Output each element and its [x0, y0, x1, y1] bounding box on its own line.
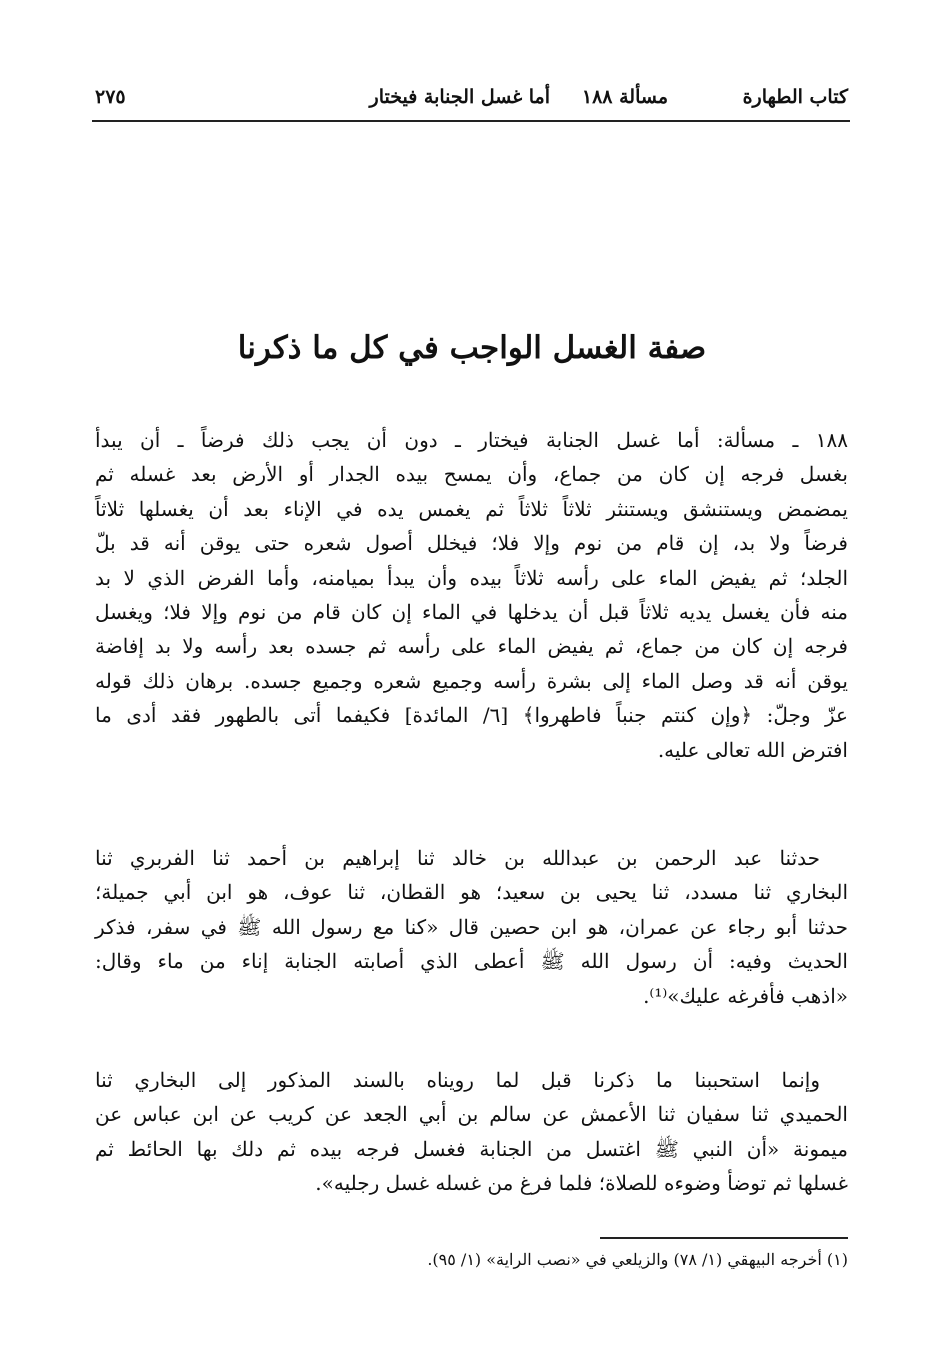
text-line: الحميدي ثنا سفيان ثنا الأعمش عن سالم بن أبي الجعد عن كريب عن ابن عباس عن — [95, 1102, 848, 1127]
header-book: كتاب الطهارة — [742, 86, 848, 108]
text-line: البخاري ثنا مسدد، ثنا يحيى بن سعيد؛ هو القطان، ثنا عوف، هو ابن أبي جميلة؛ — [95, 880, 848, 905]
header-topic: أما غسل الجنابة فيختار — [369, 86, 550, 108]
header-issue: مسألة ١٨٨ — [581, 86, 668, 108]
text-line: يوقن أنه قد وصل الماء إلى بشرة رأسه وجميع شعره وجميع جسده. برهان ذلك قوله — [95, 668, 848, 693]
text-line: فرجه إن كان من جماع، ثم يفيض الماء على رأسه ثم جسده بعد رأسه ولا بد إفاضة — [95, 634, 848, 659]
text-line: «اذهب فأفرغه عليك»⁽¹⁾. — [643, 983, 848, 1008]
text-line: الجلد؛ ثم يفيض الماء على رأسه ثلاثاً بيده وأن يبدأ بميامنه، وأما الفرض الذي لا بد — [95, 565, 848, 590]
footnote: (١) أخرجه البيهقي (١/ ٧٨) والزيلعي في «نصب الراية» (١/ ٩٥). — [427, 1250, 848, 1269]
running-header — [95, 86, 848, 116]
text-line: عزّ وجلّ: ﴿وإن كنتم جنباً فاطهروا﴾ [٦/ المائدة] فكيفما أتى بالطهور فقد أدى ما — [95, 703, 848, 728]
header-rule — [92, 120, 850, 122]
section-title: صفة الغسل الواجب في كل ما ذكرنا — [237, 330, 707, 366]
text-line: فرضاً ولا بد، إن قام من نوم وإلا فلا؛ فيخلل أصول شعره حتى يوقن أنه قد بلّ — [95, 531, 848, 556]
text-line: بغسل فرجه إن كان من جماع، وأن يمسح بيده الجدار أو الأرض بعد غسله ثم — [95, 462, 848, 487]
text-line: وإنما استحببنا ما ذكرنا قبل لما رويناه بالسند المذكور إلى البخاري ثنا — [95, 1068, 820, 1092]
footnote-rule — [600, 1237, 848, 1239]
text-line: حدثنا عبد الرحمن بن عبدالله بن خالد ثنا إبراهيم بن أحمد ثنا الفربري ثنا — [95, 846, 820, 870]
text-line: ميمونة «أن النبي ﷺ اغتسل من الجنابة فغسل فرجه بيده ثم دلك بها الحائط ثم — [95, 1136, 848, 1161]
text-line: افترض الله تعالى عليه. — [657, 737, 848, 762]
text-line: ١٨٨ ـ مسألة: أما غسل الجنابة فيختار ـ دون أن يجب ذلك فرضاً ـ أن يبدأ — [95, 428, 848, 452]
text-line: منه فأن يغسل يديه ثلاثاً قبل أن يدخلها في الماء إن كان قام من نوم وإلا فلا؛ ويغسل — [95, 600, 848, 624]
text-line: الحديث وفيه: أن رسول الله ﷺ أعطى الذي أصابته الجنابة إناء من ماء وقال: — [95, 949, 848, 974]
text-line: يمضمض ويستنشق ويستنثر ثلاثاً ثلاثاً ثم يغمس يده في الإناء بعد أن يغسلها ثلاثاً — [95, 496, 848, 521]
page-number: ٢٧٥ — [95, 86, 126, 108]
text-line: غسلها ثم توضأ وضوءه للصلاة؛ فلما فرغ من غسله غسل رجليه». — [315, 1171, 848, 1196]
text-line: حدثنا أبو رجاء عن عمران، هو ابن حصين قال «كنا مع رسول الله ﷺ في سفر، فذكر — [95, 914, 848, 939]
